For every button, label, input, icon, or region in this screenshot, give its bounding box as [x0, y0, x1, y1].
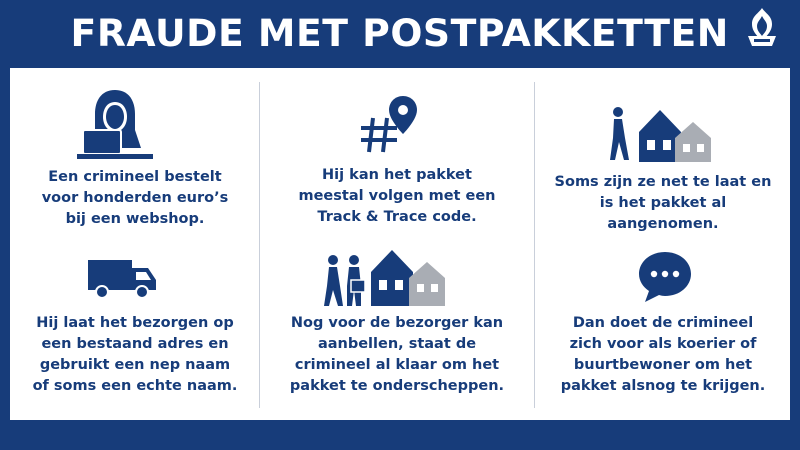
step-text: Soms zijn ze net te laat en is het pakket al aangenomen.: [554, 174, 772, 232]
police-logo-icon: [742, 6, 782, 50]
hacker-laptop-icon: [75, 86, 155, 162]
step-text: Hij kan het pakket meestal volgen met een Track & Trace code.: [298, 167, 496, 225]
step-4: [10, 313, 260, 397]
content-panel: [10, 68, 790, 420]
step-3: [538, 172, 788, 235]
step-text: Nog voor de bezorger kan aanbellen, staat de crimineel al klaar om het pakket te onderscheppen.: [289, 315, 505, 394]
page-title: FRAUDE MET POSTPAKKETTEN: [70, 11, 730, 55]
step-text: Een crimineel bestelt voor honderden euro’s bij een webshop.: [41, 169, 229, 227]
step-6: [538, 313, 788, 397]
person-houses-icon: [605, 104, 715, 164]
step-text: Dan doet de crimineel zich voor als koerier of buurtbewoner om het pakket alsnog te krijgen.: [560, 315, 766, 394]
speech-bubble-icon: [637, 250, 693, 304]
step-text: Hij laat het bezorgen op een bestaand adres en gebruikt een nep naam of soms een echte naam.: [32, 315, 238, 394]
step-1: [10, 167, 260, 230]
courier-houses-icon: [321, 246, 449, 308]
step-2: [272, 165, 522, 228]
delivery-van-icon: [86, 258, 158, 300]
column-divider: [534, 82, 535, 408]
header: [0, 0, 800, 66]
step-5: [272, 313, 522, 397]
location-pin-icon: [355, 94, 419, 154]
